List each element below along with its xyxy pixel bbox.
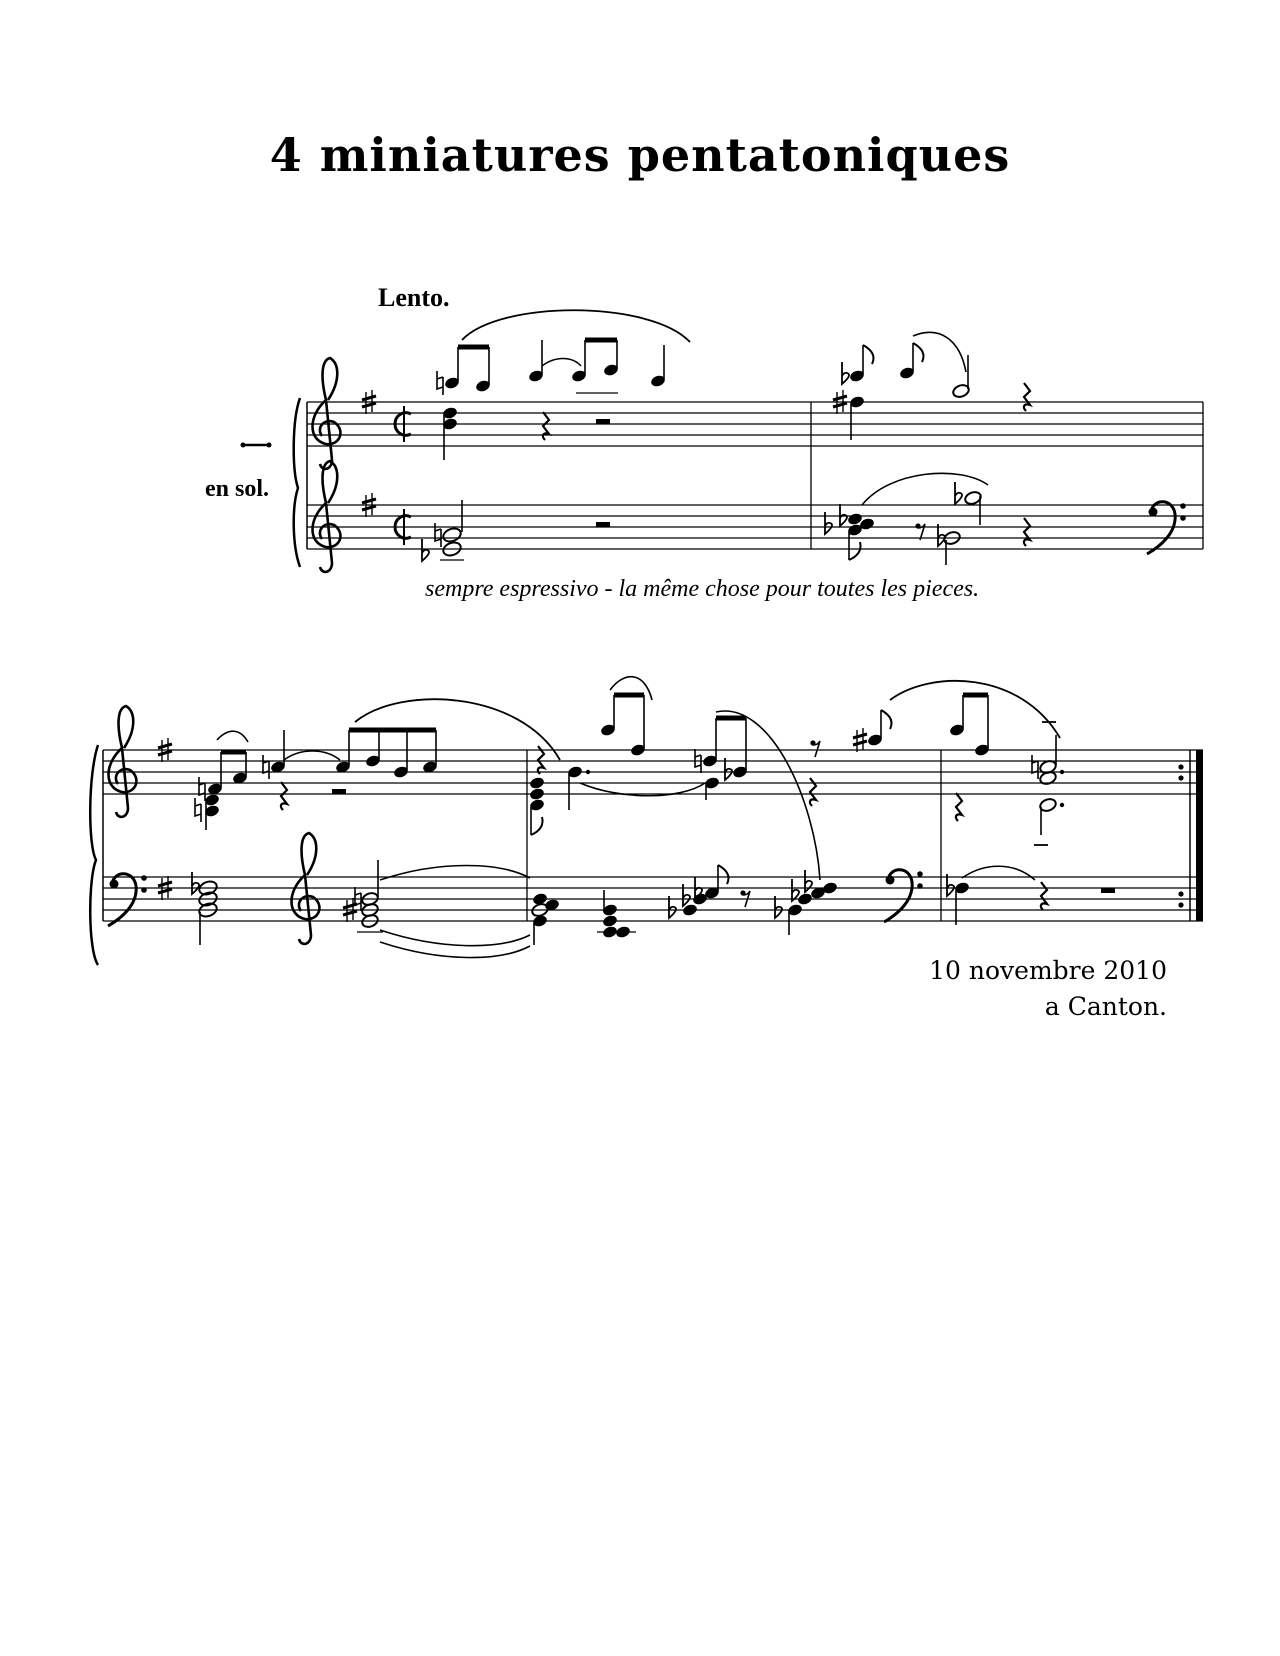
measure-1-lower: [442, 406, 610, 460]
system-2: [90, 677, 1203, 965]
measure-3: [192, 699, 560, 957]
expression-marking: sempre espressivo - la même chose pour toutes les pieces.: [425, 576, 980, 602]
date-line: 10 novembre 2010: [929, 956, 1167, 985]
measure-1-upper: [437, 310, 690, 395]
measure-2-bottom: [825, 473, 1186, 565]
staff-bass-2: [103, 877, 1203, 921]
staff-treble-1: [307, 402, 1203, 446]
tempo-marking: Lento.: [378, 283, 450, 312]
instrument-label: en sol.: [205, 476, 270, 502]
system-1: [241, 310, 1204, 572]
bass-clef: [108, 874, 147, 926]
final-repeat-barline: [1178, 750, 1203, 921]
measure-1-bottom: [422, 500, 610, 561]
place-line: a Canton.: [1044, 992, 1167, 1021]
system-bracket: [90, 745, 98, 965]
system-bracket: [294, 398, 300, 567]
measure-4: [529, 677, 923, 945]
piece-title: 4 miniatures pentatoniques: [269, 128, 1011, 182]
